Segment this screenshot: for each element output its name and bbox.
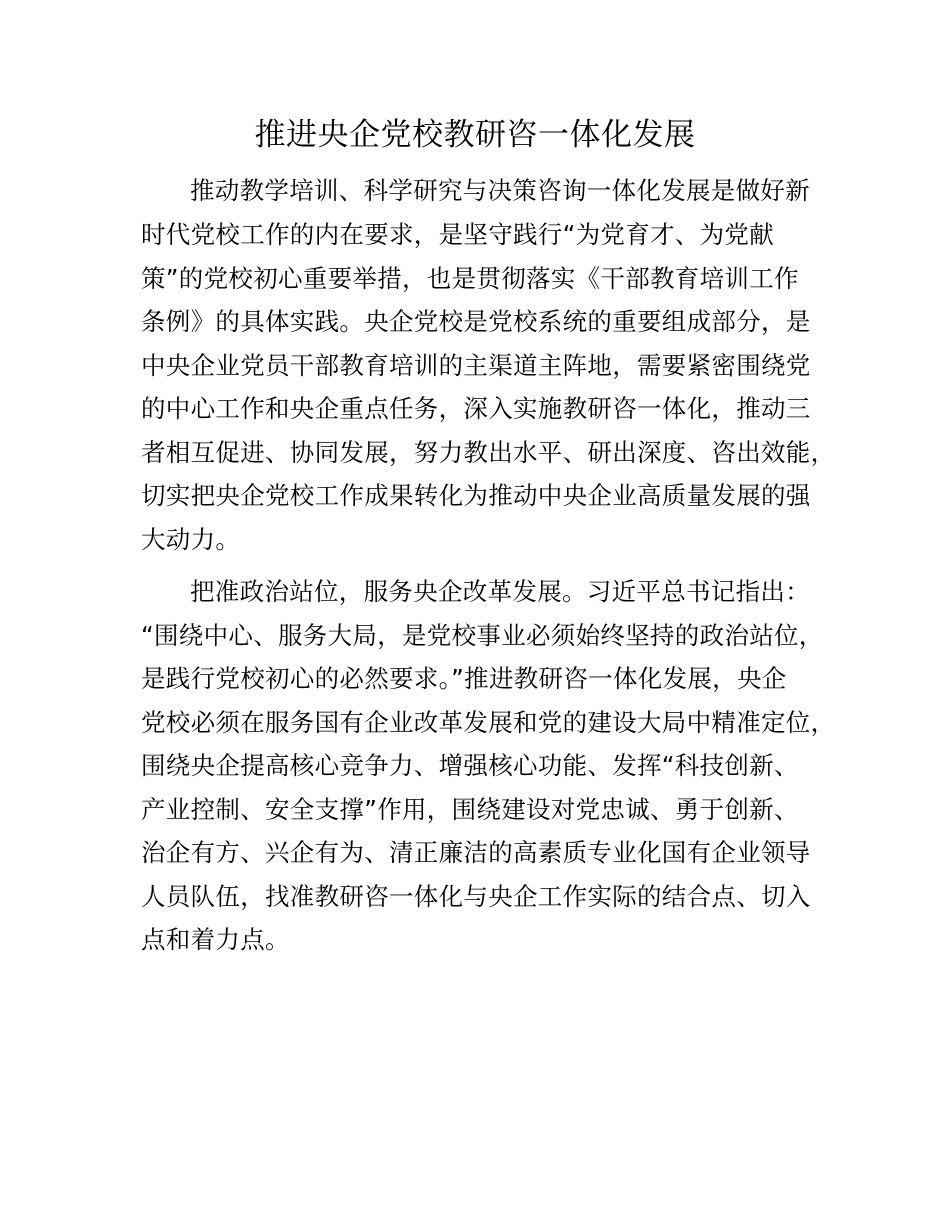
paragraph-line: 产业控制、安全支撑”作用，围绕建设对党忠诚、勇于创新、	[141, 795, 799, 824]
paragraph-line: 条例》的具体实践。央企党校是党校系统的重要组成部分，是	[141, 307, 811, 336]
paragraph-line: 是践行党校初心的必然要求。”推进教研咨一体化发展，央企	[141, 664, 787, 693]
paragraph-line: “围绕中心、服务大局，是党校事业必须始终坚持的政治站位，	[141, 621, 824, 650]
paragraph-line: 推动教学培训、科学研究与决策咨询一体化发展是做好新	[190, 176, 810, 205]
paragraph-line: 点和着力点。	[141, 925, 290, 954]
document-title: 推进央企党校教研咨一体化发展	[254, 117, 696, 153]
paragraph-line: 把准政治站位，服务央企改革发展。习近平总书记指出：	[190, 577, 810, 606]
paragraph-line: 治企有方、兴企有为、清正廉洁的高素质专业化国有企业领导	[141, 838, 811, 867]
paragraph-line: 中央企业党员干部教育培训的主渠道主阵地，需要紧密围绕党	[141, 351, 811, 380]
paragraph-line: 党校必须在服务国有企业改革发展和党的建设大局中精准定位，	[141, 708, 836, 737]
paragraph-line: 大动力。	[141, 525, 241, 554]
paragraph-line: 策”的党校初心重要举措，也是贯彻落实《干部教育培训工作	[141, 264, 799, 293]
paragraph-line: 时代党校工作的内在要求，是坚守践行“为党育才、为党献	[141, 220, 774, 249]
paragraph-line: 者相互促进、协同发展，努力教出水平、研出深度、咨出效能，	[141, 438, 836, 467]
paragraph-line: 的中心工作和央企重点任务，深入实施教研咨一体化，推动三	[141, 394, 811, 423]
paragraph-line: 围绕央企提高核心竞争力、增强核心功能、发挥“科技创新、	[141, 751, 799, 780]
paragraph-line: 人员队伍，找准教研咨一体化与央企工作实际的结合点、切入	[141, 882, 811, 911]
paragraph-line: 切实把央企党校工作成果转化为推动中央企业高质量发展的强	[141, 481, 811, 510]
